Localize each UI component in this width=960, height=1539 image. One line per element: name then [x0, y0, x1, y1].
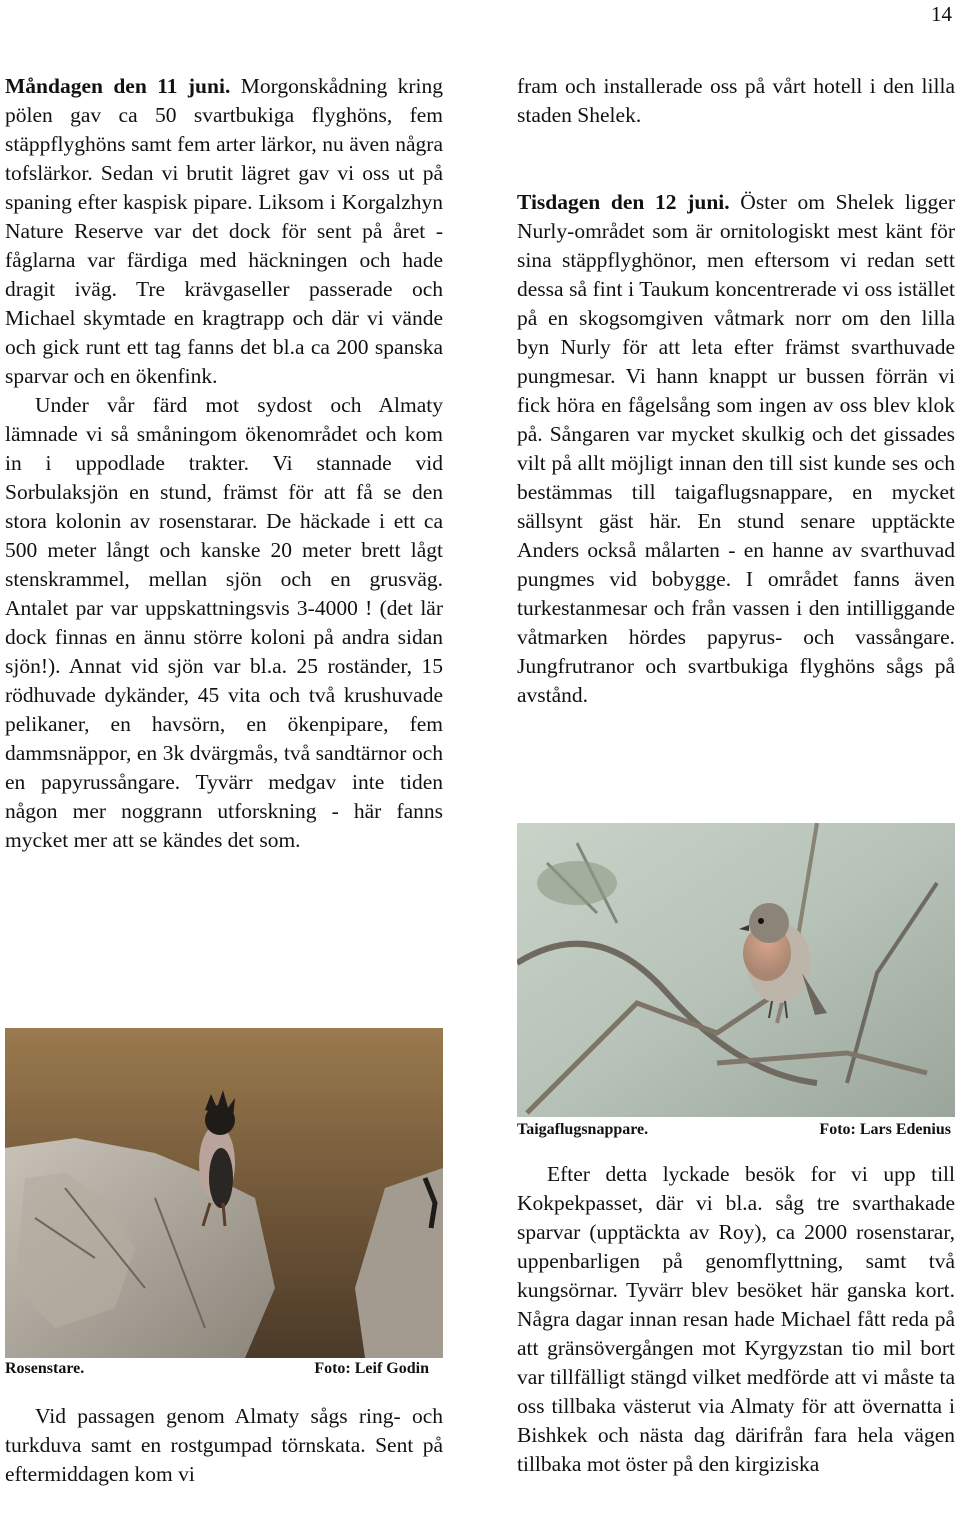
right-paragraph-0: fram och installerade oss på vårt hotell i den lilla staden Shelek. [517, 74, 955, 127]
page-number: 14 [931, 2, 952, 26]
left-paragraph-2: Under vår färd mot sydost och Almaty lämnade vi så småningom ökenområdet och kom in i uppodlade trakter. Vi stannade vid Sorbulaksjön en stund, främst för att få se den stora kolonin av rosenstarar. De häckade i ett ca 500 meter långt och kanske 20 meter brett lågt stenskrammel, mellan sjön och en grusväg. Antalet par var uppskattningsvis 3-4000 ! (det lär dock finnas en ännu större koloni på andra sidan sjön!). Annat vid sjön var bl.a. 25 roständer, 15 rödhuvade dykänder, 45 vita och två krushuvade pelikaner, en havsörn, en ökenpipare, fem dammsnäppor, en 3k dvärgmås, två sandtärnor och en papyrussångare. Tyvärr medgav inte tiden någon mer noggrann utforskning - här fanns mycket mer att se kändes det som. [5, 393, 443, 852]
tuesday-heading: Tisdagen den 12 juni. [517, 190, 730, 214]
left-bottom-paragraph: Vid passagen genom Almaty sågs ring- och turkduva samt en rostgumpad törnskata. Sent på eftermiddagen kom vi [5, 1404, 443, 1486]
right-paragraph-1: Tisdagen den 12 juni. Öster om Shelek ligger Nurly-området som är ornitologiskt mest känt för sina stäppflyghönor, men eftersom vi redan sett dessa så fint i Taukum koncentrerade vi oss istället på en skogsomgiven våtmark norr om den lilla byn Nurly för att leta efter främst svarthuvade pungmesar. Vi hann knappt ur bussen förrän vi fick höra en fågelsång som ingen av oss blev klok på. Sångaren var mycket skulkig och det gissades vilt på allt möjligt innan den till sist kunde ses och bestämmas till taigaflugsnappare, en mycket sällsynt gäst här. En stund senare upptäckte Anders också målarten - en hanne av svarthuvad pungmes vid bobygge. I området fanns även turkestanmesar och från vassen i den intilliggande våtmarken hördes papyrus- och vassångare. Jungfrutranor och svartbukiga flyghöns sågs på avstånd. [517, 190, 955, 707]
left-column [5, 72, 443, 855]
taigaflugsnappare-photo [517, 823, 955, 1117]
rosenstare-caption [5, 1360, 429, 1378]
rosenstare-photo [5, 1028, 443, 1358]
taigaflugsnappare-caption-credit: Foto: Lars Edenius [819, 1121, 951, 1138]
taigaflugsnappare-caption [517, 1121, 951, 1139]
rosenstare-caption-credit: Foto: Leif Godin [314, 1360, 429, 1377]
taigaflugsnappare-caption-title: Taigaflugsnappare. [517, 1121, 649, 1138]
right-bottom-paragraph: Efter detta lyckade besök for vi upp till Kokpekpasset, där vi bl.a. såg tre svarthakade sparvar (upptäckta av Roy), ca 2000 rosenstarar, uppenbarligen på genomflyttning, samt två kungsörnar. Tyvärr blev besöket här ganska kort. Några dagar innan resan hade Michael fått reda på att gränsövergången mot Kyrgyzstan tio mil bort var tillfälligt stängd vilket medförde att vi måste ta oss tillbaka västerut via Almaty för att övernatta i Bishkek och nästa dag därifrån fara hela vägen tillbaka mot öster på den kirgiziska [517, 1162, 955, 1476]
monday-heading: Måndagen den 11 juni. [5, 74, 231, 98]
right-column [517, 72, 955, 710]
rosenstare-caption-title: Rosenstare. [5, 1360, 85, 1377]
left-paragraph-1: Måndagen den 11 juni. Morgonskådning kring pölen gav ca 50 svartbukiga flyghöns, fem stäppflyghöns samt fem arter lärkor, nu även några tofslärkor. Sedan vi brutit lägret gav vi oss ut på spaning efter kaspisk pipare. Liksom i Korgalzhyn Nature Reserve var det dock för sent på året - fåglarna var färdiga med häckningen och hade dragit iväg. Tre krävgaseller passerade och Michael skymtade en kragtrapp och där vi vände och gick runt ett tag fanns det bl.a ca 200 spanska sparvar och en ökenfink. [5, 74, 444, 388]
